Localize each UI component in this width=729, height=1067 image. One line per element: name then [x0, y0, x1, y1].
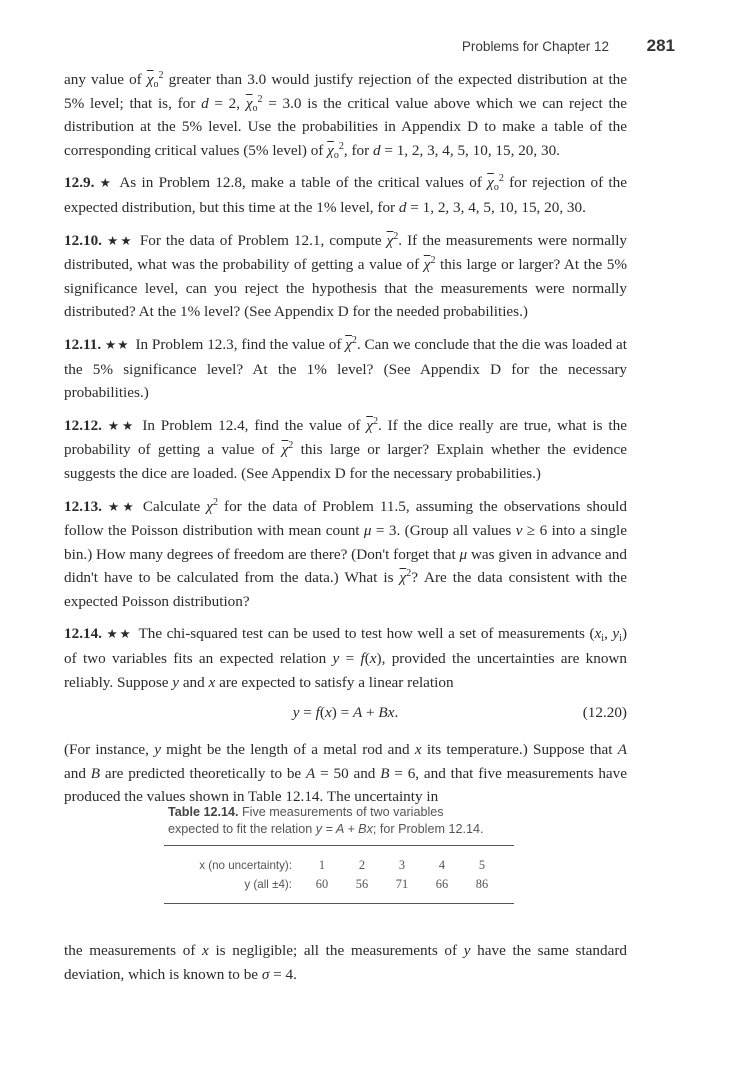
table-cell: 60 [315, 877, 329, 891]
problem-12-10: 12.10. ★★ For the data of Problem 12.1, compute $\overline{\chi}^2$. If the measurements were normally distributed, what was the probability of getting a value of $\overline{\chi}^2$ this large or larger? At the 5% significance level, can you reject the hypothesis that the measurements were normally distributed? At the 1% level? (See Appendix D for the needed probabilities.) [64, 230, 628, 321]
running-title: Problems for Chapter 12 [461, 39, 609, 54]
continued-paragraph: any value of $\overline{\chi}_o^2$ greater than 3.0 would justify rejection of the expected distribution at the 5% level; that is, for d = 2, $\overline{\chi}_o^2 = 3.0$ is the critical value above which we can reject the distribution at the 5% level. Use the probabilities in Appendix D to make a table of the corresponding critical values (5% level) of $\overline{\chi}_o^2$, for d = 1, 2, 3, 4, 5, 10, 15, 20, 30. [64, 70, 628, 161]
page-number: 281 [646, 36, 675, 55]
table-cell: 2 [358, 858, 366, 872]
difficulty-star-icon: ★ [99, 176, 114, 191]
table-cell: 1 [318, 858, 326, 872]
table-cell: 86 [475, 877, 489, 891]
problem-12-13: 12.13. ★★ Calculate $\chi^2$ for the data of Problem 11.5, assuming the observations should follow the Poisson distribution with mean count μ = 3. (Group all values ν ≥ 6 into a single bin.) How many degrees of freedom are there? (Don't forget that μ was given in advance and didn't have to be calculated from the data.) What is $\overline{\chi}^2$? Are the data consistent with the expected Poisson distribution? [64, 496, 628, 610]
table-12-14 [164, 804, 514, 904]
problem-12-12: 12.12. ★★ In Problem 12.4, find the value of $\overline{\chi}^2$. If the dice really are true, what is the probability of getting a value of $\overline{\chi}^2$ this large or larger? Explain whether the evidence suggests the dice are loaded. (See Appendix D for the necessary probabilities.) [64, 415, 627, 482]
difficulty-star-icon: ★★ [106, 627, 133, 642]
table-cell: 5 [478, 858, 486, 872]
problem-12-11: 12.11. ★★ In Problem 12.3, find the value of $\overline{\chi}^2$. Can we conclude that the die was loaded at the 5% significance level? At the 1% level? (See Appendix D for the necessary probabilities.) [64, 334, 628, 402]
table-bottom-rule [164, 903, 514, 904]
problem-12-14: 12.14. ★★ The chi-squared test can be used to test how well a set of measurements ($x_i$, $y_i$) of two variables fits an expected relation y = f(x), provided the uncertainties are known reliably. Suppose y and x are expected to satisfy a linear relation [64, 625, 628, 691]
difficulty-star-icon: ★★ [107, 418, 137, 433]
difficulty-star-icon: ★★ [104, 337, 130, 352]
closing-paragraph: the measurements of x is negligible; all the measurements of y have the same standard deviation, which is known to be σ = 4. [64, 942, 627, 983]
table-caption: Table 12.14. Five measurements of two variables expected to fit the relation y = A + Bx; for Problem 12.14. [168, 805, 484, 836]
table-cell: 3 [398, 858, 406, 872]
table-row-y [164, 875, 514, 894]
equation-body: y = f(x) = A + Bx. [292, 704, 399, 722]
x-header: x (no uncertainty): [199, 859, 292, 872]
difficulty-star-icon: ★★ [106, 233, 134, 248]
difficulty-star-icon: ★★ [108, 499, 137, 514]
after-equation-paragraph: (For instance, y might be the length of a metal rod and x its temperature.) Suppose that A and B are predicted theoretically to be A = 50 and B = 6, and that five measurements have produced the values shown in Table 12.14. The uncertainty in [64, 741, 627, 806]
y-header: y (all ±4): [244, 878, 292, 891]
table-cell: 71 [395, 877, 409, 891]
equation-number: (12.20) [582, 704, 627, 722]
problem-12-9: 12.9. ★ As in Problem 12.8, make a table of the critical values of $\overline{\chi}_o^2$ for rejection of the expected distribution, but this time at the 1% level, for d = 1, 2, 3, 4, 5, 10, 15, 20, 30. [64, 173, 627, 216]
table-cell: 4 [438, 858, 446, 872]
table-cell: 66 [435, 877, 449, 891]
table-body [164, 856, 514, 894]
running-head [0, 36, 729, 60]
equation-12-20 [64, 698, 627, 730]
table-row-x [164, 856, 514, 875]
table-top-rule [164, 845, 514, 846]
problem-text [64, 68, 627, 818]
table-cell: 56 [355, 877, 369, 891]
